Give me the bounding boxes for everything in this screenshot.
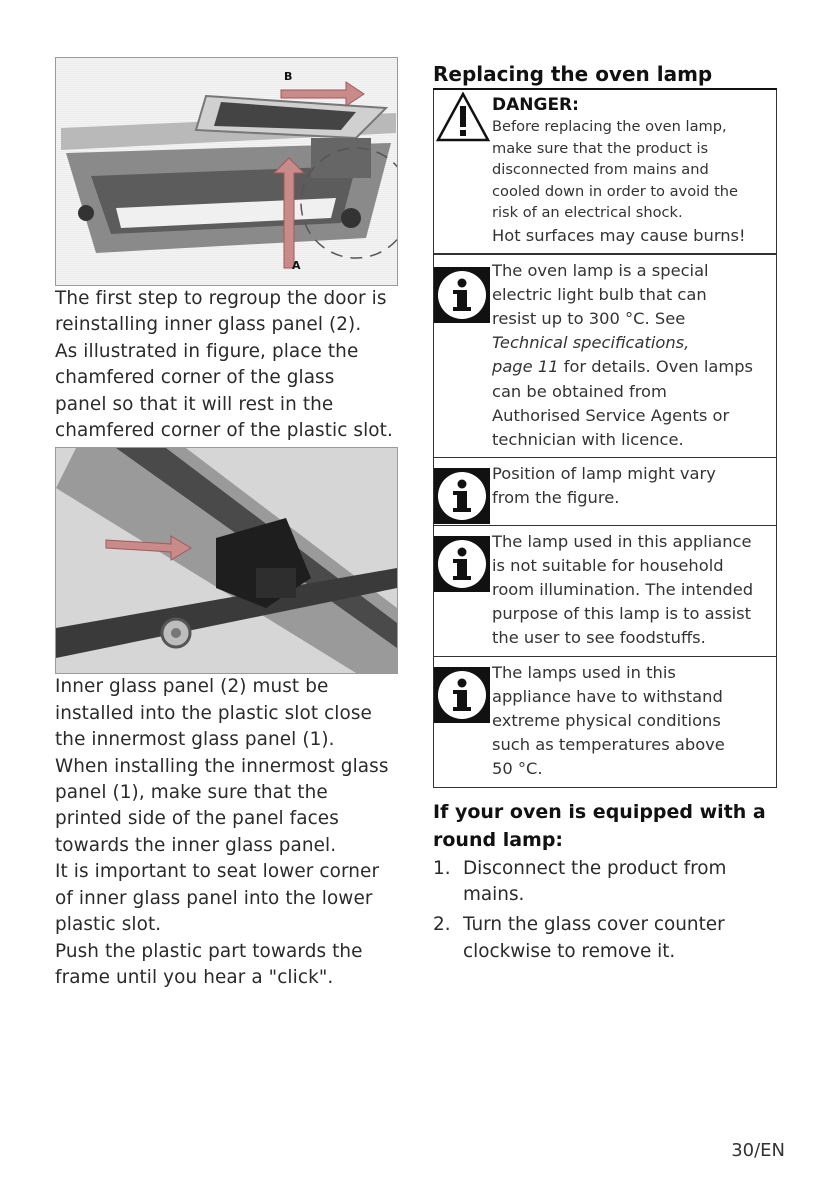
info-icon [434, 267, 490, 323]
text-line: Push the plastic part towards the [55, 940, 363, 962]
info-line: such as temperatures above [492, 735, 725, 755]
text-line: As illustrated in figure, place the [55, 340, 359, 362]
danger-text [490, 90, 776, 253]
plastic-slot-figure [55, 447, 398, 674]
danger-heading: DANGER: [492, 95, 579, 115]
section-title: Replacing the oven lamp [433, 62, 713, 86]
page-reference-link[interactable]: page 11 [492, 357, 559, 377]
info-icon [434, 536, 490, 592]
text-line: plastic slot. [55, 914, 162, 936]
text-line: Inner glass panel (2) must be [55, 676, 329, 698]
info-text [490, 458, 776, 524]
info-icon [434, 667, 490, 723]
text-line: chamfered corner of the plastic slot. [55, 420, 393, 442]
text-line: installed into the plastic slot close [55, 702, 372, 724]
round-lamp-steps [433, 856, 777, 966]
info-line: appliance have to withstand [492, 686, 723, 706]
info-icon-cell [434, 657, 490, 787]
danger-line: Before replacing the oven lamp, [492, 118, 727, 135]
info-icon-cell [434, 255, 490, 458]
plastic-slot-illustration [56, 448, 397, 673]
info-line: is not suitable for household [492, 555, 724, 575]
text-line: It is important to seat lower corner [55, 861, 380, 883]
text-line: of inner glass panel into the lower [55, 887, 373, 909]
info-notice-conditions [433, 657, 777, 788]
step-number: 1. [433, 857, 451, 879]
right-column [433, 62, 777, 969]
text-line: reinstalling inner glass panel (2). [55, 314, 362, 336]
subhead-line: If your oven is equipped with a [433, 800, 766, 823]
technical-specifications-link[interactable]: Technical specifications, [492, 333, 690, 353]
info-icon-cell [434, 526, 490, 656]
text-line: When installing the innermost glass [55, 755, 389, 777]
reinstall-instructions [55, 286, 415, 444]
inner-panel-instructions [55, 674, 415, 991]
info-line: The lamp used in this appliance [492, 531, 752, 551]
danger-burns-warning: Hot surfaces may cause burns! [492, 225, 746, 245]
info-notice-position [433, 458, 777, 525]
step-number: 2. [433, 914, 451, 936]
info-line: room illumination. The intended [492, 579, 754, 599]
step-item [433, 856, 777, 909]
danger-notice [433, 90, 777, 254]
info-line: purpose of this lamp is to assist [492, 604, 751, 624]
info-icon-cell [434, 458, 490, 524]
round-lamp-heading [433, 798, 777, 854]
figure-label-b: B [284, 70, 293, 83]
info-icon [434, 468, 490, 524]
info-text [490, 657, 776, 787]
info-line: The lamps used in this [492, 662, 676, 682]
text-line: panel (1), make sure that the [55, 782, 328, 804]
subhead-line: round lamp: [433, 828, 564, 851]
step-text: Disconnect the product from [463, 857, 727, 879]
step-text: clockwise to remove it. [463, 940, 676, 962]
info-notice-lamp-spec [433, 254, 777, 459]
danger-line: make sure that the product is [492, 139, 709, 157]
info-line: Position of lamp might vary [492, 464, 716, 484]
info-line: The oven lamp is a special [492, 260, 709, 280]
info-line: from the figure. [492, 488, 620, 508]
danger-icon-cell [434, 90, 490, 253]
info-line: electric light bulb that can [492, 284, 707, 304]
info-line: for details. Oven lamps [558, 357, 754, 377]
text-line: The first step to regroup the door is [55, 288, 387, 309]
info-text [490, 526, 776, 656]
info-notice-household-use [433, 526, 777, 657]
info-line: resist up to 300 °C. See [492, 308, 686, 328]
text-line: chamfered corner of the glass [55, 367, 335, 389]
danger-line: cooled down in order to avoid the [492, 182, 739, 200]
text-line: the innermost glass panel (1). [55, 729, 335, 751]
figure-label-a: A [292, 259, 301, 272]
info-line: 50 °C. [492, 759, 543, 779]
warning-triangle-icon [436, 92, 490, 142]
danger-line: risk of an electrical shock. [492, 204, 683, 221]
text-line: towards the inner glass panel. [55, 834, 337, 856]
info-line: can be obtained from [492, 381, 667, 401]
text-line: frame until you hear a "click". [55, 966, 334, 988]
danger-line: disconnected from mains and [492, 161, 709, 178]
info-line: Authorised Service Agents or [492, 405, 730, 425]
step-item [433, 912, 777, 965]
door-panel-illustration [56, 58, 397, 285]
page-number: 30/EN [731, 1140, 785, 1161]
left-column [55, 57, 415, 991]
info-line: extreme physical conditions [492, 710, 721, 730]
info-text [490, 255, 776, 458]
step-text: Turn the glass cover counter [463, 914, 725, 936]
text-line: panel so that it will rest in the [55, 393, 334, 415]
door-panel-figure [55, 57, 398, 286]
info-line: the user to see foodstuffs. [492, 628, 706, 648]
info-line: technician with licence. [492, 429, 684, 449]
step-text: mains. [463, 883, 525, 905]
text-line: printed side of the panel faces [55, 808, 339, 830]
